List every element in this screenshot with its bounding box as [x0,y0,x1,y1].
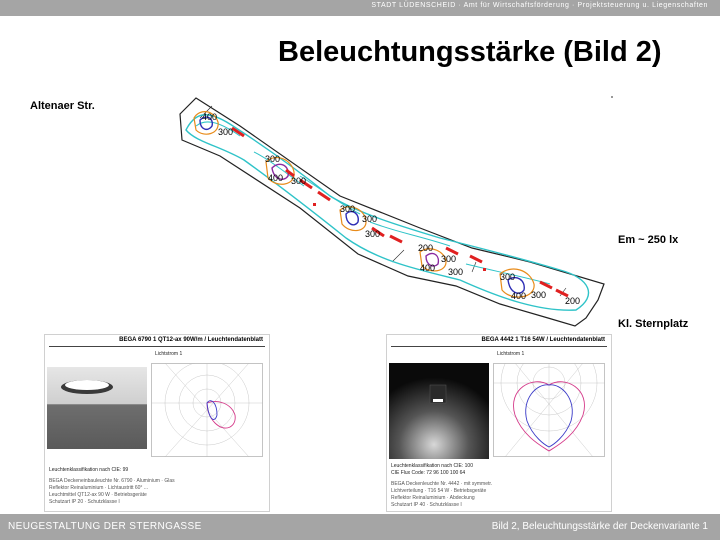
datasheet-info-1 [49,467,175,506]
page-title: Beleuchtungsstärke (Bild 2) [278,36,662,68]
isolux-label: 400 [420,263,436,273]
note-line: Reflektor Reinaluminium · Abdeckung [391,495,475,501]
datasheet-subtitle: Lichtstrom 1 [497,351,525,357]
footer-project: NEUGESTALTUNG DER STERNGASSE [8,521,202,532]
classification: Leuchtenklassifikation nach CIE: 99 [49,467,129,473]
label-kl-sternplatz: Kl. Sternplatz [618,318,689,330]
datasheet-subtitle: Lichtstrom 1 [155,351,183,357]
isolux-label: 200 [565,296,581,306]
classification: Leuchtenklassifikation nach CIE: 100 [391,463,473,469]
polar-diagram-1 [151,363,263,457]
footer-bar [0,514,720,540]
luminaire-datasheet-2 [386,334,612,512]
isolux-label: 300 [362,214,378,224]
divider [49,346,265,347]
isolux-label: 400 [202,112,218,122]
luminaire-datasheet-1 [44,334,270,512]
note-line: BEGA Deckenleuchte Nr. 4442 · mit symmetr. [391,481,493,487]
flux-code: CIE Flux Code: 72 96 100 100 64 [391,470,466,476]
isolux-label: 300 [531,290,547,300]
label-em: Em ~ 250 lx [618,234,679,246]
isolux-label: 300 [448,267,464,277]
datasheet-info-2 [391,463,492,509]
note-line: Schutzart IP 20 · Schutzklasse I [49,499,120,505]
luminaire-photo-1 [47,367,147,449]
datasheet-title: BEGA 4442 1 T16 54W / Leuchtendatenblatt [481,337,605,343]
isolux-label: 300 [218,127,234,137]
isolux-label: 300 [291,176,307,186]
isolux-label: 400 [268,173,284,183]
isolux-label: 300 [265,154,281,164]
isolux-label: 300 [365,229,381,239]
isolux-label: 300 [340,204,356,214]
footer-caption: Bild 2, Beleuchtungsstärke der Deckenvariante 1 [491,521,708,532]
note-line: Lichtverteilung · T16 54 W · Betriebsgeräte [391,488,487,494]
isolux-label: 200 [418,243,434,253]
label-altenaer-str: Altenaer Str. [30,100,95,112]
header-org: STADT LÜDENSCHEID · Amt für Wirtschaftsförderung · Projektsteuerung u. Liegenschaften [371,2,708,9]
note-line: Schutzart IP 40 · Schutzklasse I [391,502,462,508]
note-line: BEGA Deckeneinbauleuchte Nr. 6790 · Aluminium · Glas [49,478,175,484]
polar-diagram-2 [493,363,605,457]
isolux-label: 300 [441,254,457,264]
divider [391,346,607,347]
datasheet-title: BEGA 6790 1 QT12-ax 90W/m / Leuchtendatenblatt [119,337,263,343]
isolux-label: 300 [500,272,516,282]
luminaire-photo-2 [389,363,489,459]
note-line: Leuchtmittel QT12-ax 90 W · Betriebsgeräte [49,492,147,498]
note-line: Reflektor Reinaluminium · Lichtaustritt 60° ... [49,485,148,491]
isolux-label: 400 [511,291,527,301]
